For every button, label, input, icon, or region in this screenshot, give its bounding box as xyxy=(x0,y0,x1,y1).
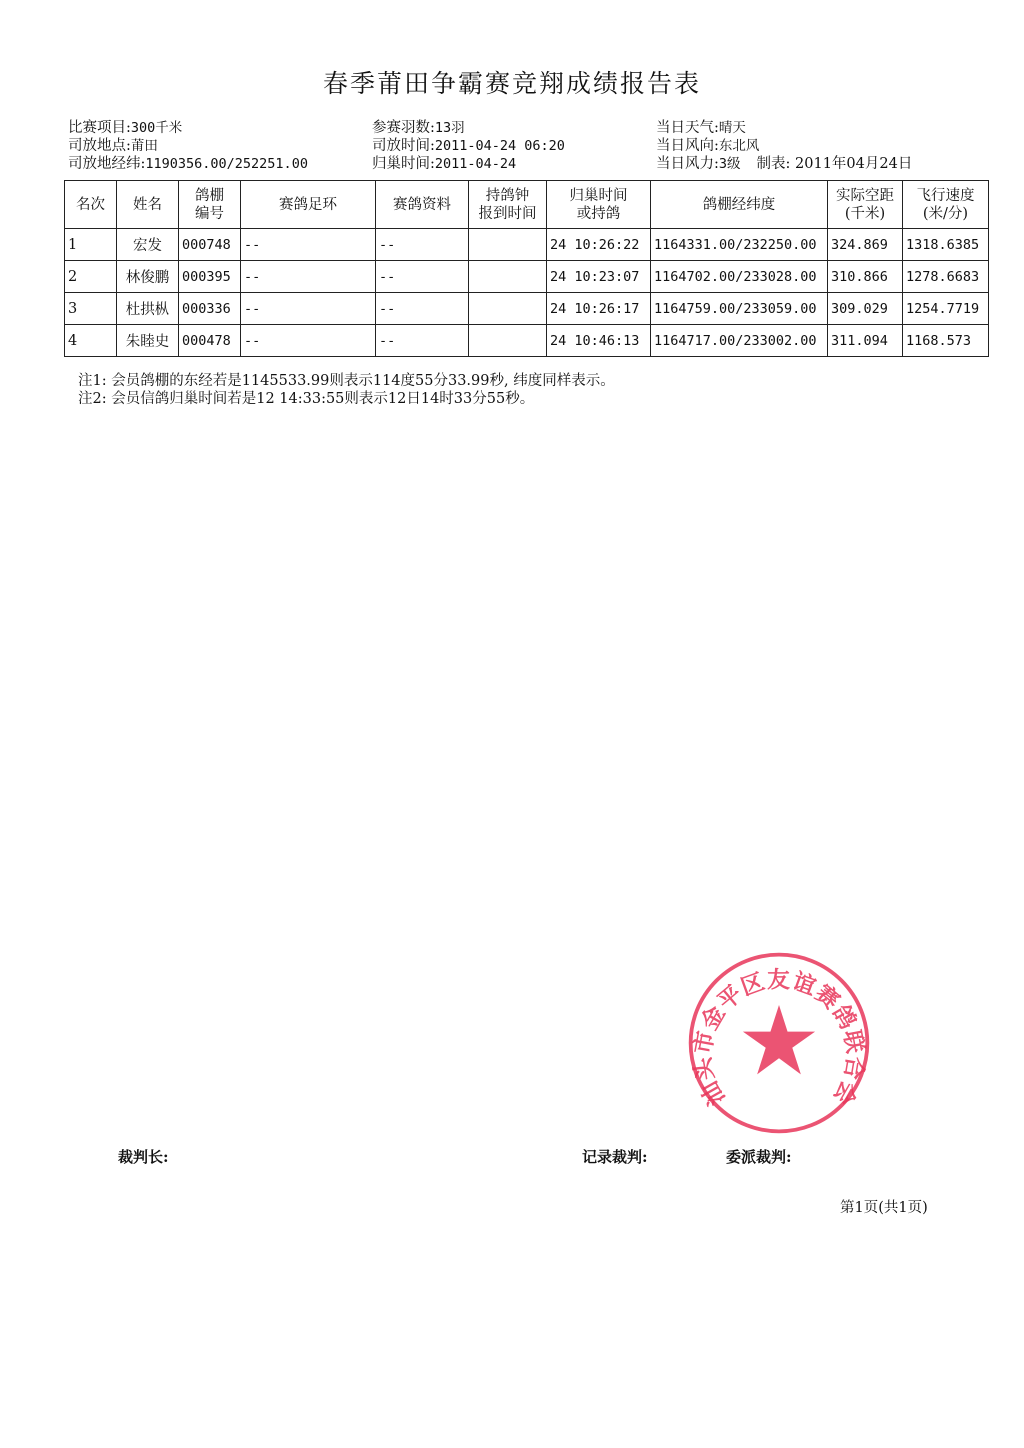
meta-item xyxy=(68,155,308,173)
meta-column-2 xyxy=(372,119,565,173)
page-number: 第1页(共1页) xyxy=(840,1200,928,1216)
meta-value: 3级 xyxy=(718,156,741,172)
meta-label: 参赛羽数: xyxy=(372,120,435,136)
cell-loft: 000336 xyxy=(179,293,241,325)
cell-time: 24 10:23:07 xyxy=(547,261,651,293)
note-line: 注1: 会员鸽棚的东经若是1145533.99则表示114度55分33.99秒, 纬度同样表示。 xyxy=(78,373,615,389)
column-header-line: 赛鸽资料 xyxy=(393,196,451,213)
table-body xyxy=(65,229,989,357)
column-header-line: 归巢时间 xyxy=(569,187,628,204)
meta-label: 比赛项目: xyxy=(68,120,131,136)
cell-loft: 000478 xyxy=(179,325,241,357)
meta-value: 莆田 xyxy=(130,138,158,154)
meta-item xyxy=(372,137,565,155)
cell-coord: 1164331.00/232250.00 xyxy=(651,229,828,261)
column-header xyxy=(547,181,651,229)
column-header-line: 姓名 xyxy=(133,196,162,213)
cell-distance: 311.094 xyxy=(828,325,903,357)
meta-item xyxy=(68,137,308,155)
meta-column-3 xyxy=(656,119,912,173)
chief-referee-label: 裁判长: xyxy=(118,1148,169,1166)
column-header-line: 实际空距 xyxy=(836,187,894,204)
cell-speed: 1318.6385 xyxy=(903,229,989,261)
meta-column-1 xyxy=(68,119,308,173)
cell-speed: 1254.7719 xyxy=(903,293,989,325)
meta-item xyxy=(656,137,912,155)
column-header xyxy=(469,181,547,229)
meta-item xyxy=(656,119,912,137)
meta-item xyxy=(372,155,565,173)
report-title: 春季莆田争霸赛竞翔成绩报告表 xyxy=(322,69,701,98)
cell-ring: -- xyxy=(241,293,376,325)
column-header xyxy=(241,181,376,229)
column-header-line: 鸽棚 xyxy=(195,187,224,204)
meta-value: 东北风 xyxy=(718,138,760,154)
meta-item xyxy=(372,119,565,137)
cell-time: 24 10:26:22 xyxy=(547,229,651,261)
meta-item xyxy=(68,119,308,137)
column-header-line: 持鸽钟 xyxy=(485,187,530,204)
meta-value: 300千米 xyxy=(130,120,183,136)
meta-item xyxy=(656,155,912,173)
made-date: 制表: 2011年04月24日 xyxy=(756,156,913,172)
table-row xyxy=(65,229,989,261)
cell-speed: 1168.573 xyxy=(903,325,989,357)
cell-clock xyxy=(469,293,547,325)
cell-clock xyxy=(469,325,547,357)
seal-text: 汕头市金平区友谊赛鸽联合会 xyxy=(689,967,869,1110)
table-row xyxy=(65,293,989,325)
column-header-line: 鸽棚经纬度 xyxy=(702,196,776,213)
star-icon xyxy=(743,1005,815,1074)
cell-name: 朱睦史 xyxy=(117,325,179,357)
column-header xyxy=(117,181,179,229)
note-line: 注2: 会员信鸽归巢时间若是12 14:33:55则表示12日14时33分55秒。 xyxy=(78,391,535,407)
meta-label: 归巢时间: xyxy=(372,156,435,172)
cell-name: 林俊鹏 xyxy=(117,261,179,293)
meta-value: 13羽 xyxy=(434,120,465,136)
column-header xyxy=(828,181,903,229)
cell-name: 杜拱枞 xyxy=(117,293,179,325)
column-header-line: 编号 xyxy=(195,205,224,222)
table-row xyxy=(65,325,989,357)
cell-distance: 324.869 xyxy=(828,229,903,261)
results-table xyxy=(64,180,989,357)
column-header-line: 赛鸽足环 xyxy=(279,196,337,213)
cell-ring: -- xyxy=(241,229,376,261)
cell-time: 24 10:26:17 xyxy=(547,293,651,325)
cell-loft: 000748 xyxy=(179,229,241,261)
table-header-row xyxy=(65,181,989,229)
meta-label: 当日风力: xyxy=(656,156,719,172)
column-header xyxy=(651,181,828,229)
official-seal-stamp xyxy=(684,948,874,1138)
dispatch-referee-label: 委派裁判: xyxy=(726,1148,792,1166)
column-header xyxy=(65,181,117,229)
cell-ring: -- xyxy=(241,261,376,293)
meta-label: 当日天气: xyxy=(656,120,719,136)
column-header-line: 飞行速度 xyxy=(916,187,975,204)
cell-rank: 3 xyxy=(65,293,117,325)
table-row xyxy=(65,261,989,293)
notes xyxy=(78,372,615,408)
meta-label: 当日风向: xyxy=(656,138,719,154)
cell-ring: -- xyxy=(241,325,376,357)
meta-label: 司放时间: xyxy=(372,138,435,154)
cell-name: 宏发 xyxy=(117,229,179,261)
meta-value: 1190356.00/252251.00 xyxy=(145,156,308,172)
column-header xyxy=(376,181,469,229)
column-header-line: (千米) xyxy=(844,205,886,222)
column-header xyxy=(903,181,989,229)
column-header-line: 或持鸽 xyxy=(576,205,621,222)
cell-rank: 2 xyxy=(65,261,117,293)
cell-time: 24 10:46:13 xyxy=(547,325,651,357)
cell-info: -- xyxy=(376,261,469,293)
cell-coord: 1164717.00/233002.00 xyxy=(651,325,828,357)
cell-distance: 309.029 xyxy=(828,293,903,325)
column-header xyxy=(179,181,241,229)
cell-speed: 1278.6683 xyxy=(903,261,989,293)
column-header-line: 报到时间 xyxy=(478,205,537,222)
meta-value: 晴天 xyxy=(718,120,746,136)
column-header-line: (米/分) xyxy=(922,205,969,222)
column-header-line: 名次 xyxy=(76,196,105,213)
cell-info: -- xyxy=(376,293,469,325)
cell-distance: 310.866 xyxy=(828,261,903,293)
meta-label: 司放地经纬: xyxy=(68,156,146,172)
meta-value: 2011-04-24 xyxy=(434,156,517,172)
meta-value: 2011-04-24 06:20 xyxy=(434,138,565,154)
cell-info: -- xyxy=(376,325,469,357)
cell-info: -- xyxy=(376,229,469,261)
cell-rank: 4 xyxy=(65,325,117,357)
cell-clock xyxy=(469,229,547,261)
record-referee-label: 记录裁判: xyxy=(582,1148,648,1166)
cell-clock xyxy=(469,261,547,293)
cell-coord: 1164759.00/233059.00 xyxy=(651,293,828,325)
cell-coord: 1164702.00/233028.00 xyxy=(651,261,828,293)
cell-loft: 000395 xyxy=(179,261,241,293)
cell-rank: 1 xyxy=(65,229,117,261)
meta-label: 司放地点: xyxy=(68,138,131,154)
